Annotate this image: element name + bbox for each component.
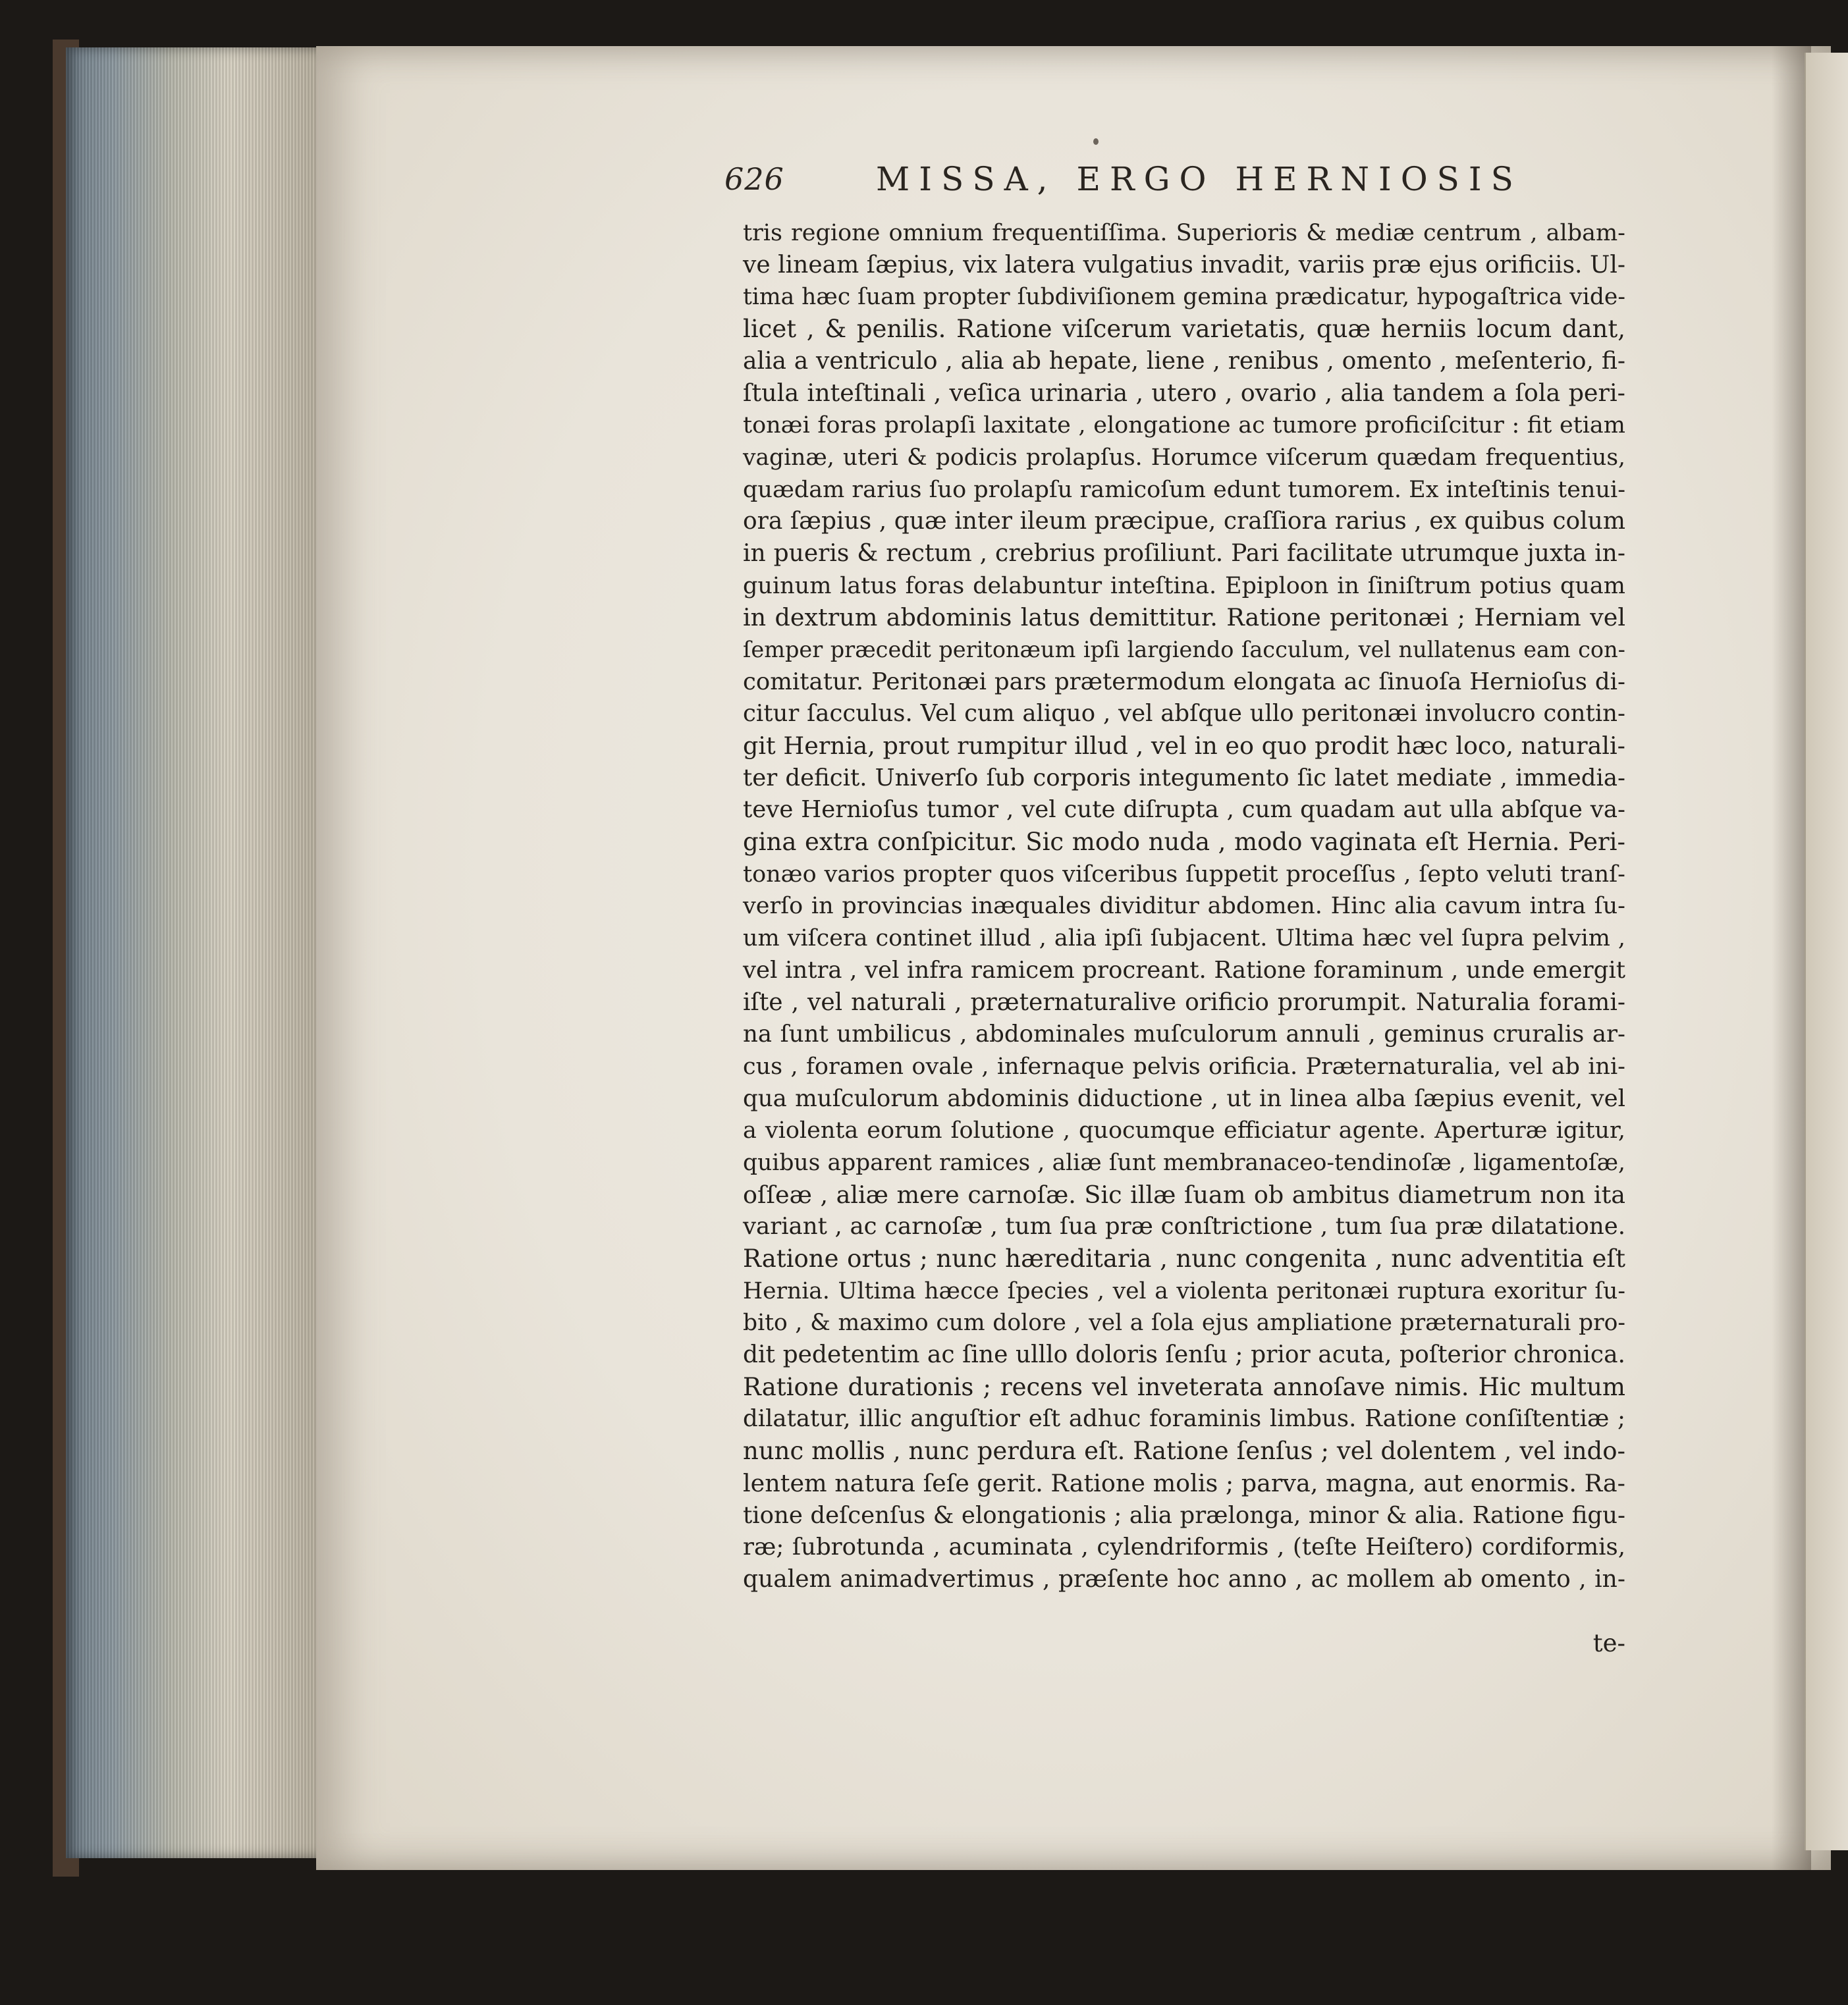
text-line: tima hæc ſuam propter ſubdiviſionem gemina prædicatur, hypogaſtrica vide- <box>743 284 1625 311</box>
catchword: te- <box>1592 1629 1625 1658</box>
text-line: verſo in provincias inæquales dividitur abdomen. Hinc alia cavum intra ſu- <box>743 893 1625 920</box>
facing-page-edge <box>1805 53 1848 1850</box>
text-line: tonæi foras prolapſi laxitate , elongatione ac tumore proficiſcitur : fit etiam <box>743 412 1625 439</box>
text-line: qua muſculorum abdominis diductione , ut in linea alba ſæpius evenit, vel <box>743 1084 1625 1112</box>
running-title: MISSA, ERGO HERNIOSIS <box>876 160 1523 198</box>
page-number: 626 <box>724 161 784 197</box>
text-line: qualem animadvertimus , præſente hoc anno , ac mollem ab omento , in- <box>743 1565 1625 1593</box>
text-line: licet , & penilis. Ratione viſcerum varietatis, quæ herniis locum dant, <box>743 315 1625 344</box>
text-line: oſſeæ , aliæ mere carnoſæ. Sic illæ ſuam ob ambitus diametrum non ita <box>743 1180 1625 1209</box>
text-line: iſte , vel naturali , præternaturalive orificio prorumpit. Naturalia forami- <box>743 988 1625 1016</box>
text-line: na ſunt umbilicus , abdominales muſculorum annuli , geminus cruralis ar- <box>743 1021 1625 1048</box>
text-line: in dextrum abdominis latus demittitur. Ratione peritonæi ; Herniam vel <box>743 603 1625 632</box>
text-line: um viſcera continet illud , alia ipſi ſubjacent. Ultima hæc vel ſupra pelvim , <box>743 925 1625 952</box>
text-line: tione deſcenſus & elongationis ; alia prælonga, minor & alia. Ratione figu- <box>743 1501 1625 1529</box>
text-line: gina extra conſpicitur. Sic modo nuda , modo vaginata eſt Hernia. Peri- <box>743 828 1625 857</box>
text-line <box>743 1596 1625 1628</box>
text-line: git Hernia, prout rumpitur illud , vel in eo quo prodit hæc loco, naturali- <box>743 732 1625 760</box>
text-line: Ratione durationis ; recens vel inveterata annoſave nimis. Hic multum <box>743 1372 1625 1401</box>
text-line: citur ſacculus. Vel cum aliquo , vel abſque ullo peritonæi involucro contin- <box>743 700 1625 728</box>
text-line: tris regione omnium frequentiſſima. Superioris & mediæ centrum , albam- <box>743 220 1625 246</box>
text-line: in pueris & rectum , crebrius proſiliunt. Pari facilitate utrumque juxta in- <box>743 539 1625 567</box>
text-line: dit pedetentim ac ſine ulllo doloris ſenſu ; prior acuta, poſterior chronica. <box>743 1341 1625 1369</box>
text-line: quibus apparent ramices , aliæ ſunt membranaceo-tendinoſæ , ligamentoſæ, <box>743 1149 1625 1176</box>
text-line: nunc mollis , nunc perdura eſt. Ratione ſenſus ; vel dolentem , vel indo- <box>743 1437 1625 1466</box>
text-line: cus , foramen ovale , infernaque pelvis orificia. Præternaturalia, vel ab ini- <box>743 1053 1625 1080</box>
text-line: ve lineam ſæpius, vix latera vulgatius invadit, variis præ ejus orificiis. Ul- <box>743 251 1625 279</box>
running-head <box>724 161 1620 207</box>
text-line: tonæo varios propter quos viſceribus ſuppetit proceſſus , ſepto veluti tranſ- <box>743 861 1625 888</box>
text-line: teve Hernioſus tumor , vel cute diſrupta , cum quadam aut ulla abſque va- <box>743 796 1625 824</box>
text-line: variant , ac carnoſæ , tum ſua præ conſtrictione , tum ſua præ dilatatione. <box>743 1213 1625 1241</box>
text-line: Ratione ortus ; nunc hæreditaria , nunc congenita , nunc adventitia eſt <box>743 1244 1625 1273</box>
text-line: ræ; ſubrotunda , acuminata , cylendriformis , (teſte Heiſtero) cordiformis, <box>743 1534 1625 1561</box>
text-line: lentem natura ſeſe gerit. Ratione molis ; parva, magna, aut enormis. Ra- <box>743 1468 1625 1497</box>
text-line: ſemper præcedit peritonæum ipſi largiendo ſacculum, vel nullatenus eam con- <box>743 636 1625 662</box>
text-line: Hernia. Ultima hæcce ſpecies , vel a violenta peritonæi ruptura exoritur ſu- <box>743 1277 1625 1304</box>
text-line: alia a ventriculo , alia ab hepate, liene , renibus , omento , meſenterio, fi- <box>743 347 1625 375</box>
text-line: vel intra , vel infra ramicem procreant. Ratione foraminum , unde emergit <box>743 956 1625 984</box>
text-line: ora ſæpius , quæ inter ileum præcipue, craſſiora rarius , ex quibus colum <box>743 508 1625 535</box>
text-line: a violenta eorum ſolutione , quocumque efficiatur agente. Aperturæ igitur, <box>743 1117 1625 1144</box>
book-page-block <box>66 47 331 1858</box>
text-line: bito , & maximo cum dolore , vel a ſola ejus ampliatione præternaturali pro- <box>743 1310 1625 1337</box>
ink-speck <box>1093 138 1099 145</box>
text-line: ter deficit. Univerſo ſub corporis integumento ſic latet mediate , immedia- <box>743 764 1625 791</box>
text-line: vaginæ, uteri & podicis prolapſus. Horumce viſcerum quædam frequentius, <box>743 444 1625 471</box>
body-text <box>743 217 1625 1660</box>
text-line: comitatur. Peritonæi pars prætermodum elongata ac ſinuoſa Hernioſus di- <box>743 668 1625 695</box>
text-line: guinum latus foras delabuntur inteſtina. Epiploon in ſiniſtrum potius quam <box>743 572 1625 599</box>
text-line: quædam rarius ſuo prolapſu ramicoſum edunt tumorem. Ex inteſtinis tenui- <box>743 476 1626 503</box>
text-line: ſtula inteſtinali , veſica urinaria , utero , ovario , alia tandem a ſola peri- <box>743 379 1625 408</box>
text-line: dilatatur, illic anguſtior eſt adhuc foraminis limbus. Ratione conſiſtentiæ ; <box>743 1405 1625 1433</box>
